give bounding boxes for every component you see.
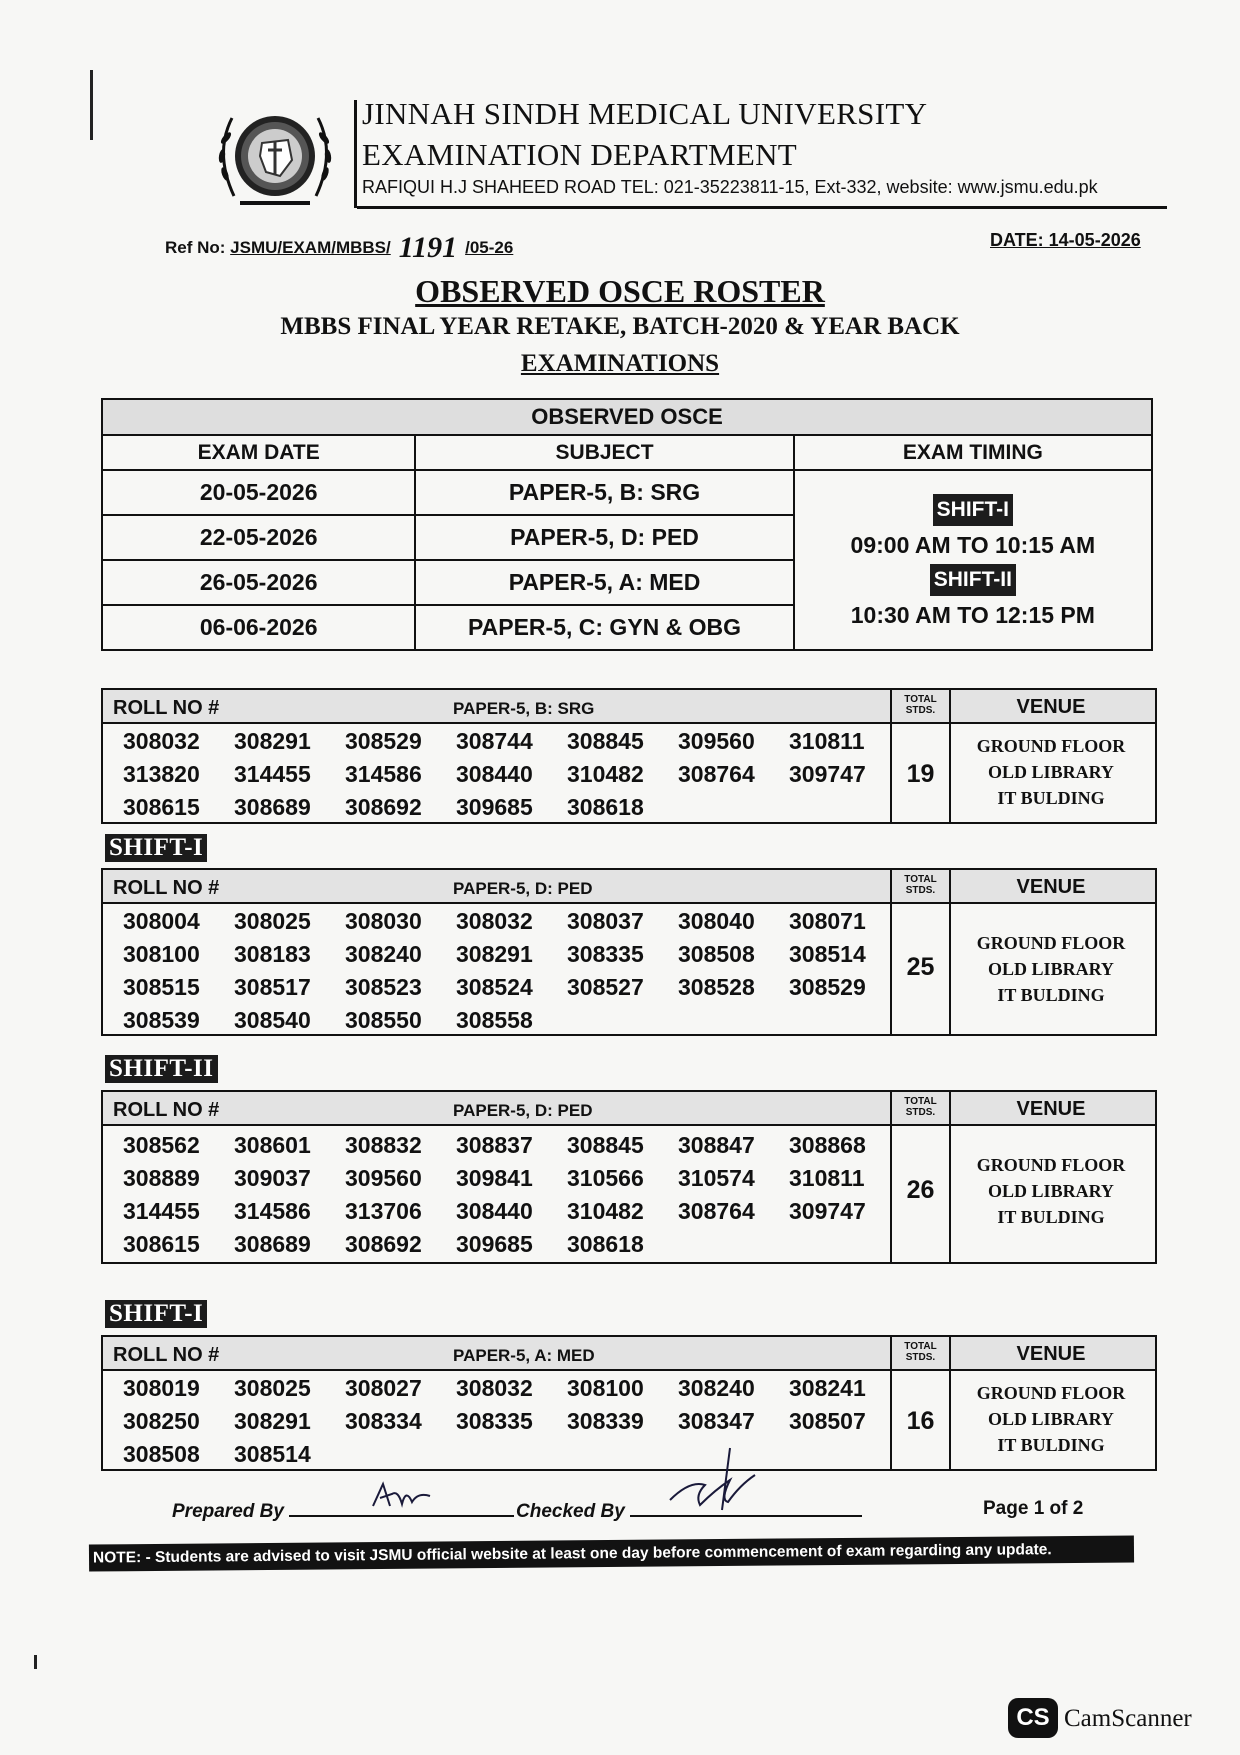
department-address: RAFIQUI H.J SHAHEED ROAD TEL: 021-35223811-15, Ext-332, website: www.jsmu.edu.pk xyxy=(362,177,1098,197)
document-subtitle-2: EXAMINATIONS xyxy=(520,350,720,377)
roll-list xyxy=(123,905,900,1037)
schedule-date: 06-06-2026 xyxy=(102,605,415,650)
prepared-by-signature xyxy=(368,1476,448,1516)
roll-no-header: ROLL NO # xyxy=(113,1099,220,1121)
camscanner-name: CamScanner xyxy=(1064,1705,1192,1732)
roster-subject: PAPER-5, D: PED xyxy=(453,879,593,898)
shift-1-badge: SHIFT-I xyxy=(933,494,1013,526)
roll-list xyxy=(123,725,900,824)
roll-row: 308508 308514 xyxy=(123,1441,311,1467)
roll-row: 308004 308025 308030 308032 308037 308040 308071 xyxy=(123,908,866,934)
total-students: 16 xyxy=(906,1407,935,1435)
schedule-subject: PAPER-5, B: SRG xyxy=(415,470,793,515)
reference-suffix: /05-26 xyxy=(465,238,514,257)
roll-row: 308100 308183 308240 308291 308335 308508 308514 xyxy=(123,941,866,967)
total-header: TOTAL STDS. xyxy=(904,874,937,896)
checked-by-label: Checked By xyxy=(516,1501,625,1522)
roll-no-header: ROLL NO # xyxy=(113,697,220,719)
venue-header: VENUE xyxy=(1016,696,1086,718)
university-seal-logo xyxy=(210,98,340,216)
schedule-subject: PAPER-5, C: GYN & OBG xyxy=(415,605,793,650)
venue: GROUND FLOOR OLD LIBRARY IT BULDING xyxy=(976,1155,1126,1227)
schedule-caption: OBSERVED OSCE xyxy=(102,399,1152,435)
roster-ped-shift-2 xyxy=(101,1090,1157,1264)
venue: GROUND FLOOR OLD LIBRARY IT BULDING xyxy=(976,933,1126,1005)
roll-row: 308250 308291 308334 308335 308339 308347 308507 xyxy=(123,1408,866,1434)
roster-srg xyxy=(101,688,1157,824)
schedule-date: 26-05-2026 xyxy=(102,560,415,605)
shift-label: SHIFT-II xyxy=(105,1055,218,1083)
university-name: JINNAH SINDH MEDICAL UNIVERSITY xyxy=(362,96,928,131)
schedule-date: 20-05-2026 xyxy=(102,470,415,515)
roll-row: 308615 308689 308692 309685 308618 xyxy=(123,1231,644,1257)
total-students: 26 xyxy=(906,1176,935,1204)
roll-row: 308562 308601 308832 308837 308845 308847 308868 xyxy=(123,1132,866,1158)
document-title: OBSERVED OSCE ROSTER xyxy=(415,273,825,309)
roll-row: 313820 314455 314586 308440 310482 308764 309747 xyxy=(123,761,866,787)
roll-row: 308032 308291 308529 308744 308845 309560 310811 xyxy=(123,728,865,754)
reference-number xyxy=(165,227,514,264)
shift-label: SHIFT-I xyxy=(105,1300,207,1328)
total-students: 25 xyxy=(906,953,935,981)
header-divider-vertical xyxy=(354,100,357,208)
schedule-date: 22-05-2026 xyxy=(102,515,415,560)
schedule-header-timing: EXAM TIMING xyxy=(794,435,1152,470)
roster-subject: PAPER-5, B: SRG xyxy=(453,699,595,718)
total-header: TOTAL STDS. xyxy=(904,694,937,716)
roster-ped-shift-1 xyxy=(101,868,1157,1036)
roll-row: 308615 308689 308692 309685 308618 xyxy=(123,794,644,820)
scan-mark xyxy=(34,1655,37,1669)
checked-by-signature xyxy=(660,1440,770,1520)
schedule-header-subject: SUBJECT xyxy=(415,435,793,470)
schedule-subject: PAPER-5, D: PED xyxy=(415,515,793,560)
schedule-header-date: EXAM DATE xyxy=(102,435,415,470)
venue-header: VENUE xyxy=(1016,1098,1086,1120)
roll-row: 308515 308517 308523 308524 308527 308528 308529 xyxy=(123,974,866,1000)
document-subtitle: MBBS FINAL YEAR RETAKE, BATCH-2020 & YEAR BACK xyxy=(280,313,960,340)
shift-1-time: 09:00 AM TO 10:15 AM xyxy=(850,532,1096,558)
roll-list xyxy=(123,1129,900,1261)
department-name: EXAMINATION DEPARTMENT xyxy=(362,137,797,172)
reference-label: Ref No: xyxy=(165,238,231,257)
total-header: TOTAL STDS. xyxy=(904,1341,937,1363)
roll-row: 308889 309037 309560 309841 310566 310574 310811 xyxy=(123,1165,865,1191)
scan-mark xyxy=(90,70,93,140)
exam-schedule-table xyxy=(101,398,1153,651)
reference-handwritten-number: 1191 xyxy=(398,231,458,264)
roll-row: 314455 314586 313706 308440 310482 308764 309747 xyxy=(123,1198,866,1224)
roster-med xyxy=(101,1335,1157,1471)
reference-prefix: JSMU/EXAM/MBBS/ xyxy=(230,238,391,257)
roll-list xyxy=(123,1372,900,1471)
venue-header: VENUE xyxy=(1016,1343,1086,1365)
document-date: DATE: 14-05-2026 xyxy=(990,230,1141,250)
total-students: 19 xyxy=(906,760,935,788)
shift-2-badge: SHIFT-II xyxy=(930,564,1016,596)
roll-no-header: ROLL NO # xyxy=(113,1344,220,1366)
venue-header: VENUE xyxy=(1016,876,1086,898)
roster-subject: PAPER-5, D: PED xyxy=(453,1101,593,1120)
roster-subject: PAPER-5, A: MED xyxy=(453,1346,595,1365)
venue: GROUND FLOOR OLD LIBRARY IT BULDING xyxy=(976,1383,1126,1455)
roll-row: 308019 308025 308027 308032 308100 308240 308241 xyxy=(123,1375,866,1401)
page-number: Page 1 of 2 xyxy=(983,1498,1084,1519)
roll-row: 308539 308540 308550 308558 xyxy=(123,1007,533,1033)
schedule-timing xyxy=(794,470,1152,650)
notice-banner: NOTE: - Students are advised to visit JSMU official website at least one day before commencement of exam regarding any update. xyxy=(89,1535,1134,1571)
camscanner-logo: CS xyxy=(1008,1698,1058,1738)
shift-label: SHIFT-I xyxy=(105,834,207,862)
prepared-by-label: Prepared By xyxy=(172,1501,284,1522)
roll-no-header: ROLL NO # xyxy=(113,877,220,899)
header-divider-horizontal xyxy=(357,206,1167,209)
shift-2-time: 10:30 AM TO 12:15 PM xyxy=(850,602,1095,628)
venue: GROUND FLOOR OLD LIBRARY IT BULDING xyxy=(976,736,1126,808)
prepared-by xyxy=(172,1497,514,1523)
total-header: TOTAL STDS. xyxy=(904,1096,937,1118)
schedule-subject: PAPER-5, A: MED xyxy=(415,560,793,605)
